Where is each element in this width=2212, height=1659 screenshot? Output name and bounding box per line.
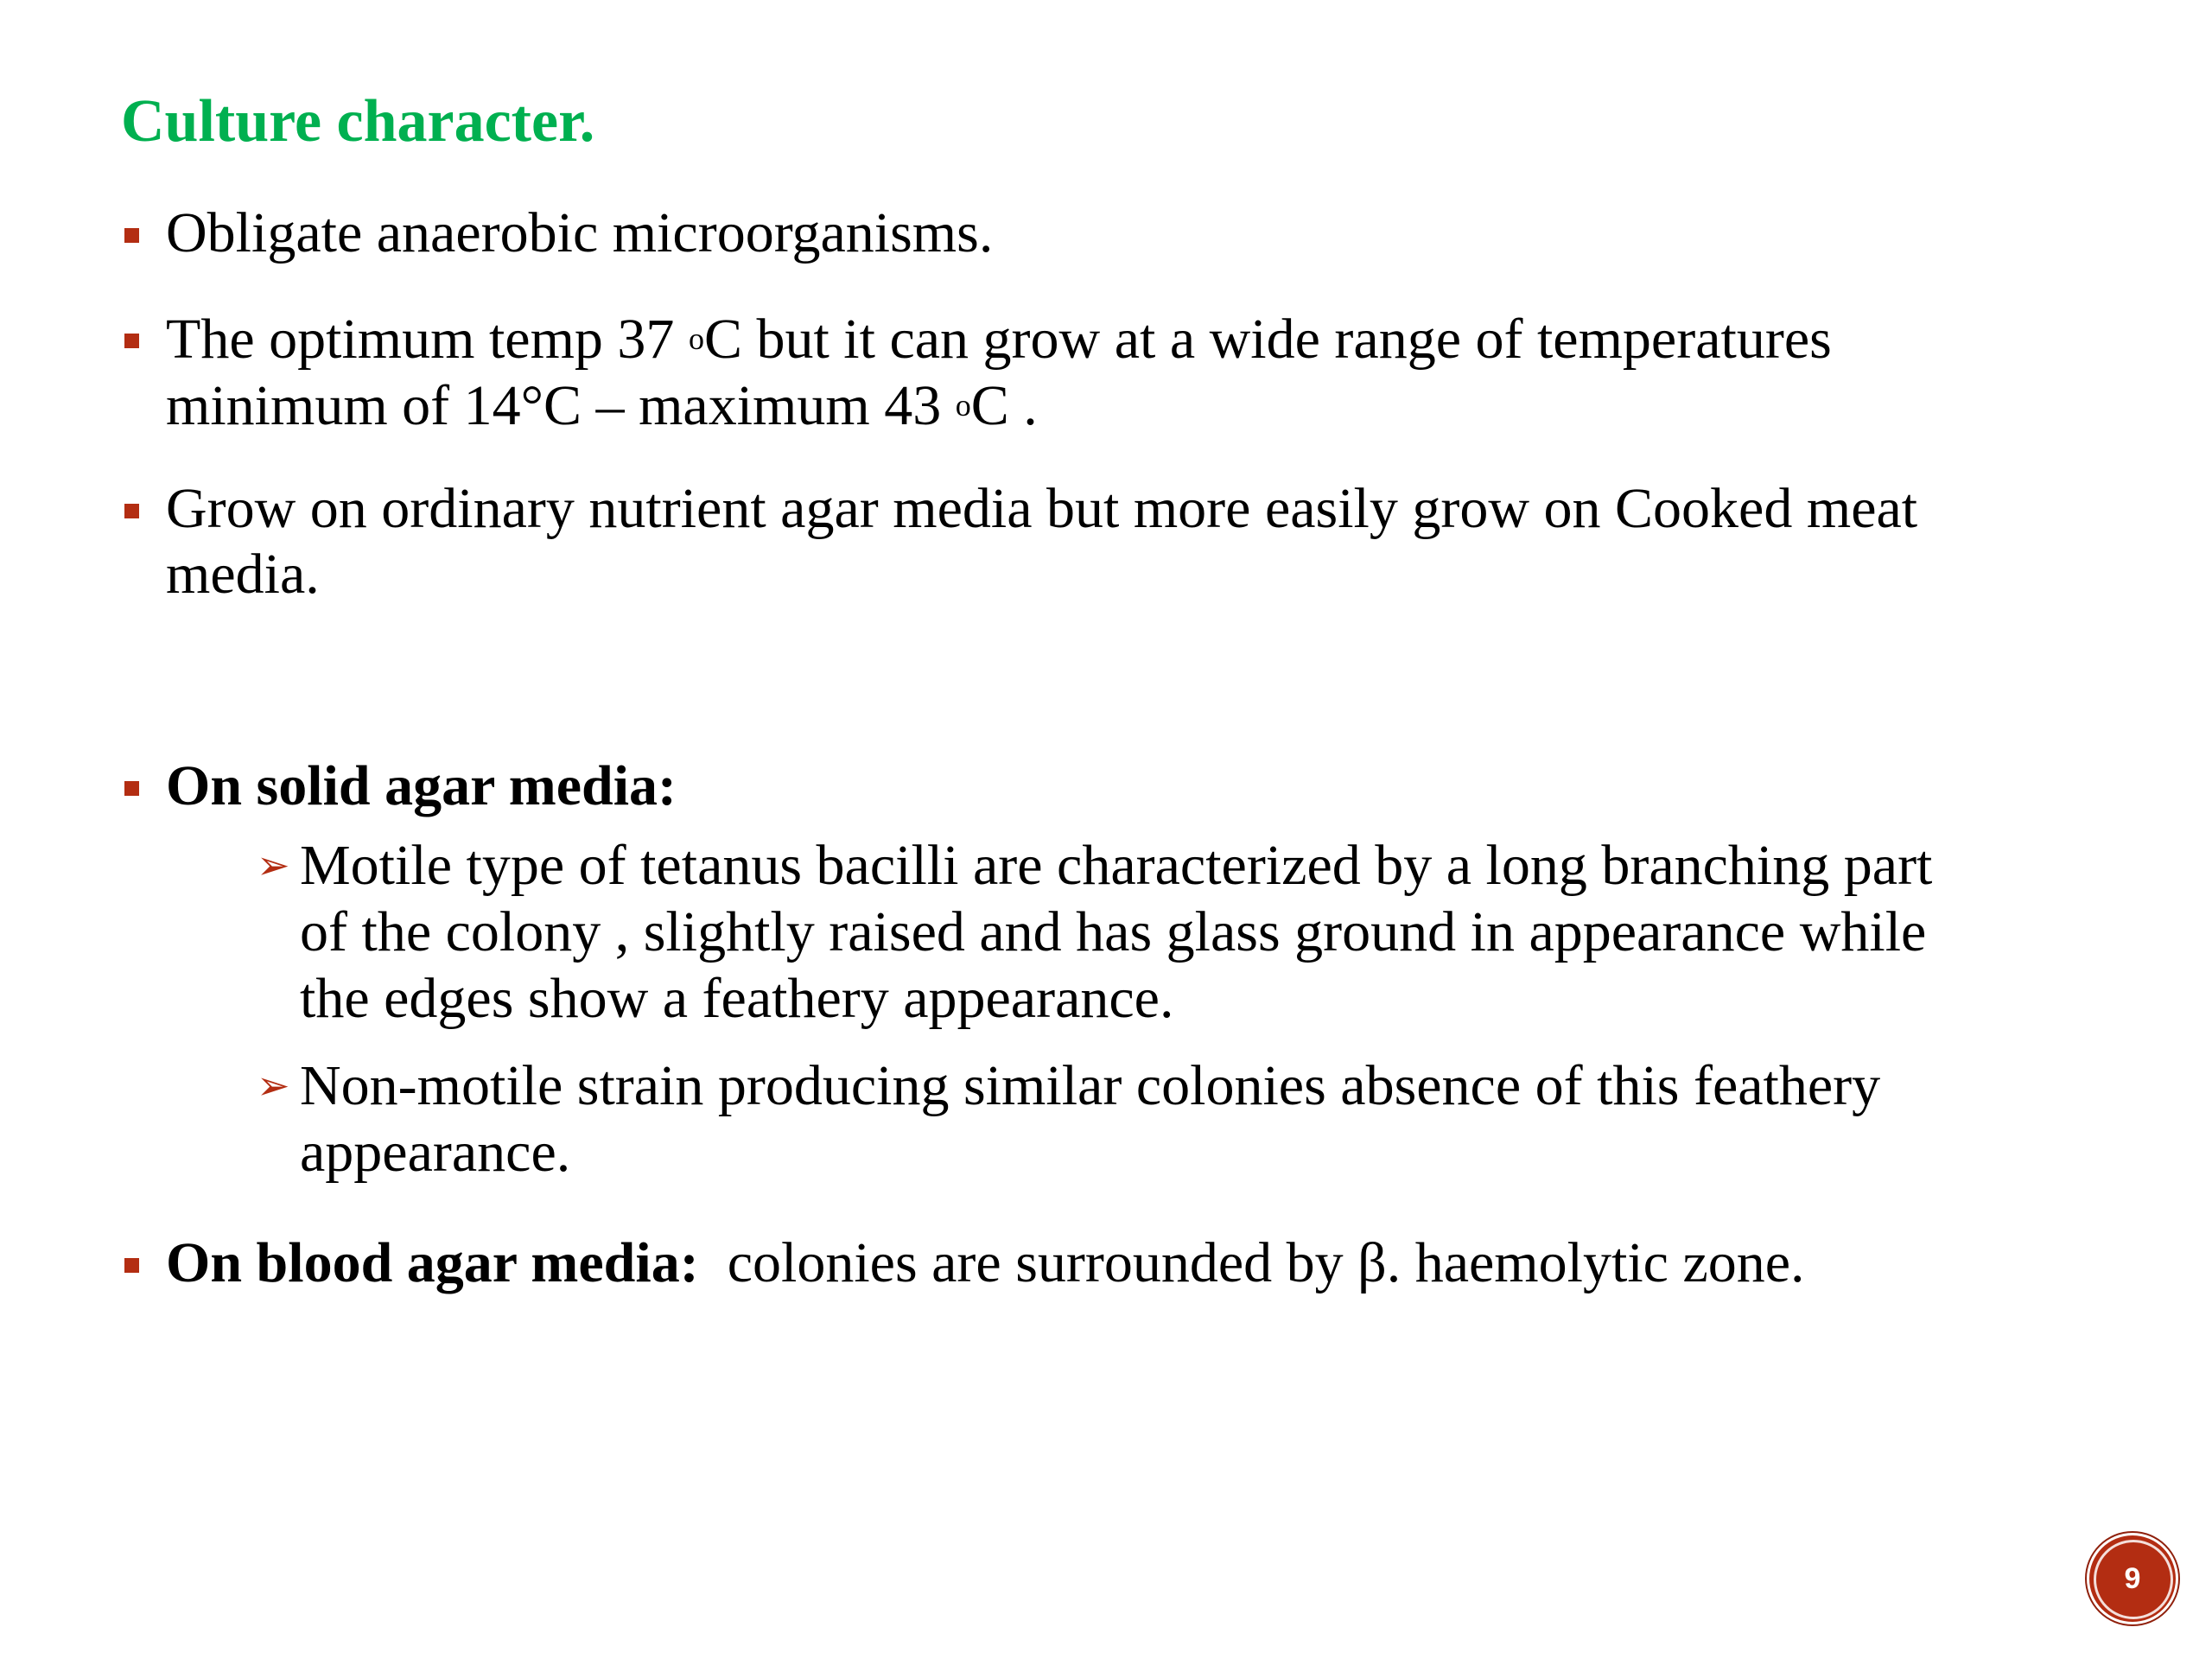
bullet-text-part: The optimum temp 37 xyxy=(166,308,689,371)
bullet-heading: On solid agar media: xyxy=(166,754,677,817)
bullet-text xyxy=(166,306,1979,439)
bullet-text xyxy=(166,1230,1979,1296)
degree-mark: o xyxy=(955,388,971,423)
degree-mark: o xyxy=(688,321,704,356)
bullet-text: Obligate anaerobic microorganisms. xyxy=(166,201,994,264)
arrowhead-bullet-icon: ➢ xyxy=(257,842,290,888)
bullet-text-part: C . xyxy=(970,374,1038,437)
square-bullet-icon xyxy=(124,334,139,348)
slide-title: Culture character. xyxy=(121,88,595,155)
bullet-item xyxy=(121,1230,1979,1296)
square-bullet-icon xyxy=(124,504,139,518)
bullet-item xyxy=(121,306,1979,439)
sub-bullet-item xyxy=(255,832,1983,1032)
bullet-text: Grow on ordinary nutrient agar media but more easily grow on Cooked meat media. xyxy=(166,477,1918,606)
square-bullet-icon xyxy=(124,781,139,796)
bullet-item xyxy=(121,200,1979,266)
bullet-text-part: C but it can grow at a wide range of temperatures minimum of 14°C – maximum 43 xyxy=(166,308,1832,437)
bullet-text-part: colonies are surrounded by β. haemolytic zone. xyxy=(698,1231,1805,1294)
bullet-item xyxy=(121,753,1979,819)
bullet-heading: On blood agar media: xyxy=(166,1231,699,1294)
bullet-item xyxy=(121,476,1979,607)
square-bullet-icon xyxy=(124,1258,139,1273)
sub-bullet-text: Motile type of tetanus bacilli are characterized by a long branching part of the colony , slightly raised and has glass ground in appearance while the edges show a feathery appearance. xyxy=(300,834,1933,1030)
sub-bullet-item xyxy=(255,1052,1983,1185)
page-number-badge xyxy=(2087,1533,2178,1624)
arrowhead-bullet-icon: ➢ xyxy=(257,1062,290,1109)
page-number: 9 xyxy=(2124,1562,2141,1595)
square-bullet-icon xyxy=(124,228,139,243)
sub-bullet-text: Non-motile strain producing similar colonies absence of this feathery appearance. xyxy=(300,1054,1881,1184)
